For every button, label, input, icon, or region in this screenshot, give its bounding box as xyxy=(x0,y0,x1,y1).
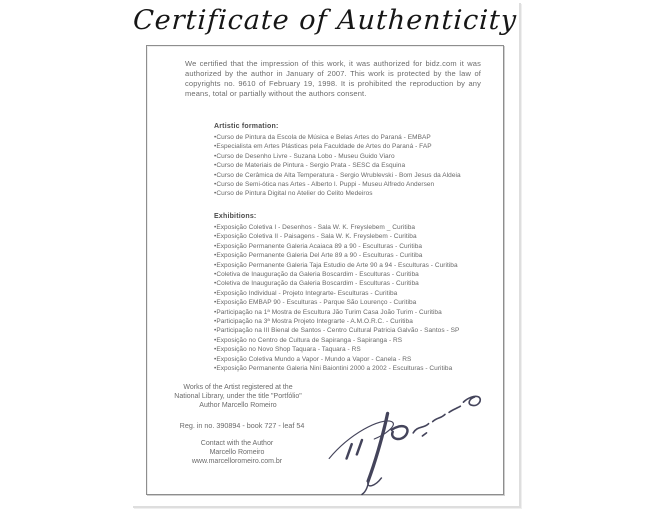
certificate-sheet xyxy=(131,1,519,506)
exhibition-item: •Exposição no Centro de Cultura de Sapiranga - Sapiranga - RS xyxy=(214,336,403,344)
exhibition-item: •Coletiva de Inauguração da Galeria Boscardim - Esculturas - Curitiba xyxy=(214,271,419,279)
formation-item: •Especialista em Artes Plásticas pela Faculdade de Artes do Paraná - FAP xyxy=(214,143,432,151)
exhibition-item: •Exposição Coletiva II - Paisagens - Sala W. K. Freyslebem - Curitiba xyxy=(214,233,417,241)
exhibition-item: •Exposição Permanente Galeria Del Arte 89 a 90 - Esculturas - Curitiba xyxy=(214,252,423,260)
registration-number-line: Reg. in no. 390894 - book 727 - leaf 54 xyxy=(179,421,305,430)
exhibition-item: •Participação na III Bienal de Santos - Centro Cultural Patricia Galvão - Santos - SP xyxy=(214,327,460,335)
exhibition-item: •Exposição Permanente Galeria Taja Estudio de Arte 90 a 94 - Esculturas - Curitiba xyxy=(214,261,458,269)
registration-line-3: Author Marcello Romeiro xyxy=(199,402,277,410)
formation-item: •Curso de Semi-ótica nas Artes - Alberto I. Puppi - Museu Alfredo Andersen xyxy=(214,181,435,189)
exhibition-item: •Exposição Coletiva Mundo a Vapor - Mundo a Vapor - Canela - RS xyxy=(214,355,412,363)
formation-heading: Artistic formation: xyxy=(214,123,279,130)
formation-item: •Curso de Pintura Digital no Atelier do Celito Medeiros xyxy=(214,190,373,198)
contact-line-3: www.marcelloromeiro.com.br xyxy=(191,458,283,466)
formation-item: •Curso de Materiais de Pintura - Sergio Prata - SESC da Esquina xyxy=(214,162,406,170)
registration-block xyxy=(147,383,329,411)
exhibition-item: •Exposição no Novo Shop Taquara - Taquara - RS xyxy=(214,346,361,354)
exhibition-item: •Exposição Coletiva I - Desenhos - Sala W. K. Freyslebem _ Curitiba xyxy=(214,224,416,231)
formation-item: •Curso de Cerâmica de Alta Temperatura - Sergio Wrublevski - Bom Jesus da Aldeia xyxy=(214,171,461,179)
exhibitions-heading: Exhibitions: xyxy=(214,213,257,220)
formation-item: •Curso de Pintura da Escola de Música e Belas Artes do Paraná - EMBAP xyxy=(214,134,431,141)
exhibition-item: •Participação na 1ª Mostra de Escultura Jão Turim Casa João Turim - Curitiba xyxy=(214,308,442,316)
certificate-title: Certificate of Authenticity xyxy=(132,5,518,36)
formation-item: •Curso de Desenho Livre - Suzana Lobo - Museu Guido Viaro xyxy=(214,152,395,160)
content-box xyxy=(146,45,504,495)
registration-line-1: Works of the Artist registered at the xyxy=(183,384,293,391)
contact-line-1: Contact with the Author xyxy=(200,440,274,447)
contact-line-2: Marcello Romeiro xyxy=(209,449,265,457)
author-signature-icon xyxy=(323,380,487,496)
exhibition-item: •Exposição Individual - Projeto Integrarte- Esculturas - Curitiba xyxy=(214,289,398,297)
exhibition-item: •Participação na 3ª Mostra Projeto Integrarte - A.M.O.R.C. - Curitiba xyxy=(214,318,413,326)
exhibitions-list xyxy=(214,223,459,374)
formation-section xyxy=(214,123,461,199)
formation-list xyxy=(214,133,461,199)
intro-paragraph: We certified that the impression of this work, it was authorized for bidz.com it was authorized by the author in January of 2007. This work is protected by the law of copyrights no. 9610 of February 19, 1998. It is prohibited the reproduction by any means, total or partially without the authors consent. xyxy=(185,59,481,98)
exhibitions-section xyxy=(214,213,459,374)
contact-block xyxy=(147,439,327,467)
exhibition-item: •Exposição Permanente Galeria Nini Baiontini 2000 a 2002 - Esculturas - Curitiba xyxy=(214,365,453,373)
exhibition-item: •Exposição Permanente Galeria Acaiaca 89 a 90 - Esculturas - Curitiba xyxy=(214,242,423,250)
registration-line-2: National Library, under the title "Portfólio" xyxy=(174,393,302,401)
exhibition-item: •Exposição EMBAP 90 - Esculturas - Parque São Lourenço - Curitiba xyxy=(214,299,417,307)
exhibition-item: •Coletiva de Inauguração da Galeria Boscardim - Esculturas - Curitiba xyxy=(214,280,419,288)
